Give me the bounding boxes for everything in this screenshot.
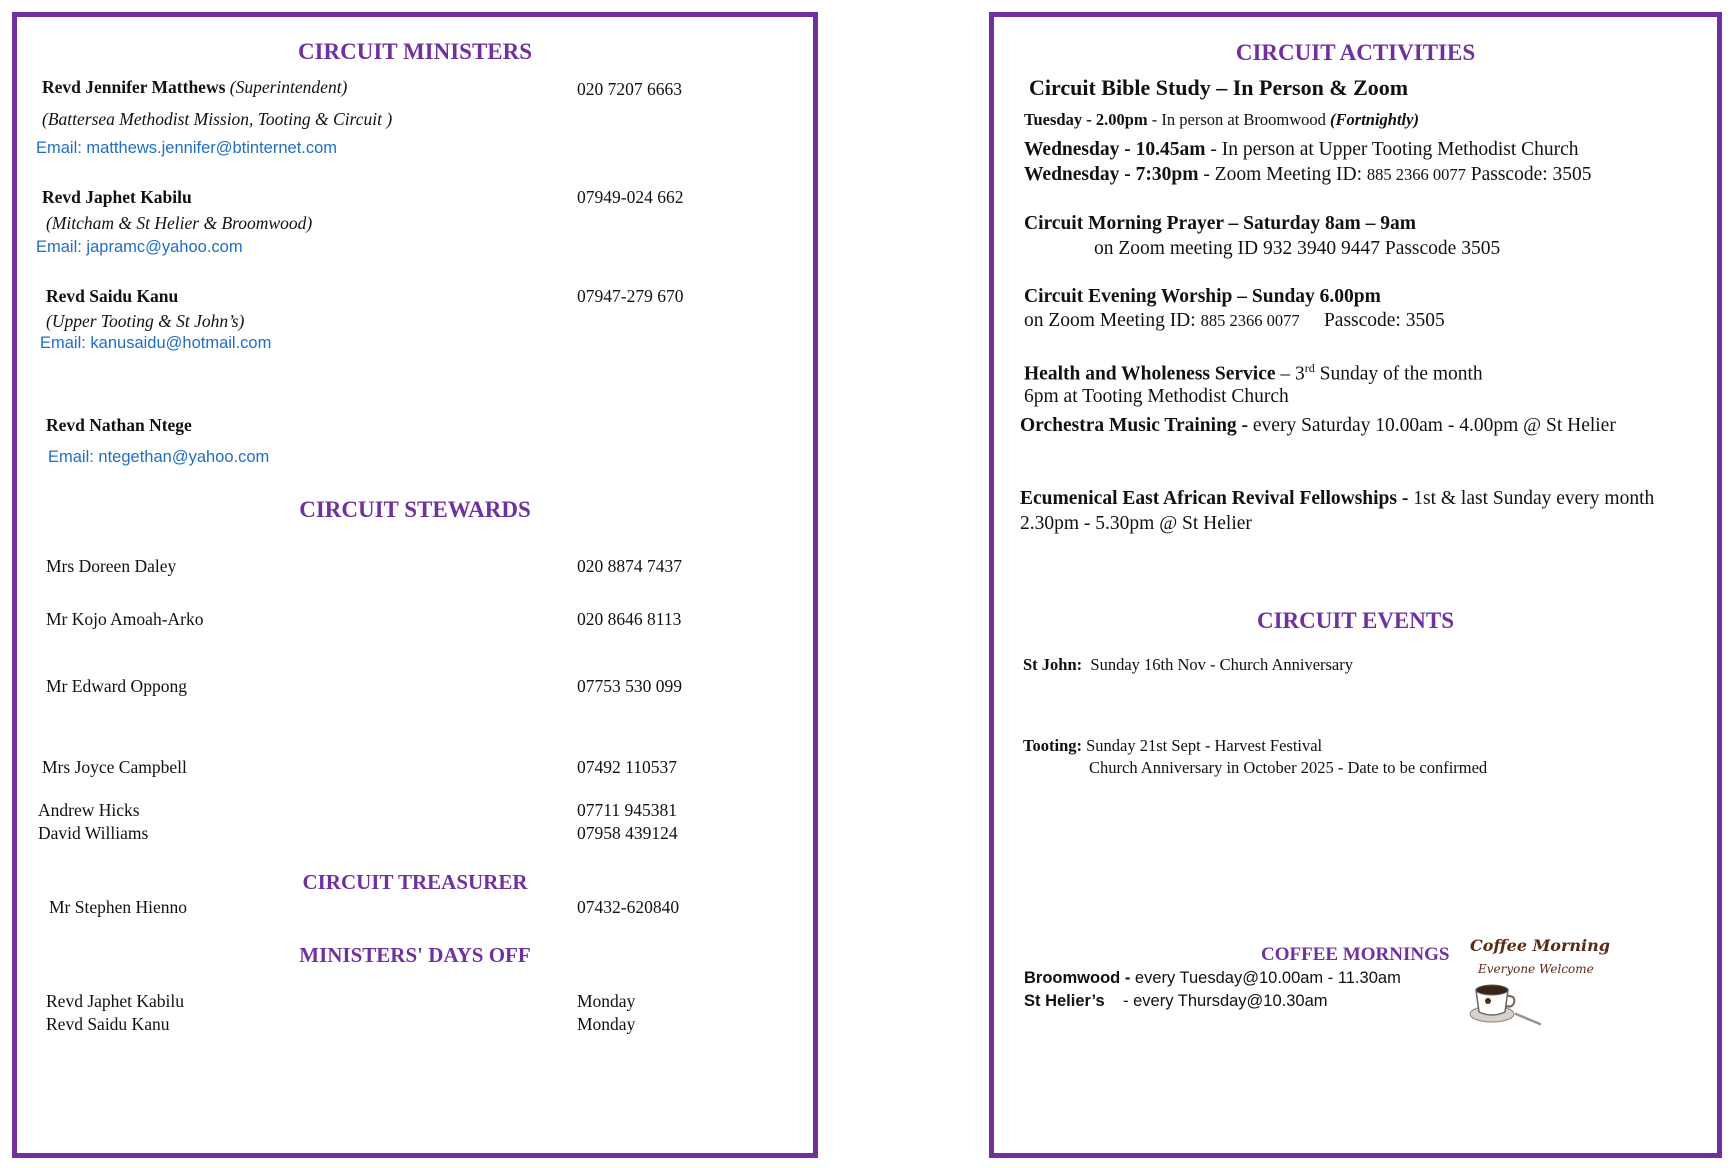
minister-1-name: Revd Jennifer Matthews (Superintendent)	[42, 77, 348, 97]
bible-tuesday: Tuesday - 2.00pm - In person at Broomwood (Fortnightly)	[1024, 110, 1419, 129]
event-st-john: St John: Sunday 16th Nov - Church Anniversary	[1023, 655, 1353, 674]
stewards-heading: CIRCUIT STEWARDS	[299, 497, 531, 522]
treasurer-name: Mr Stephen Hienno	[49, 897, 188, 917]
day-off-1-name: Revd Japhet Kabilu	[46, 991, 185, 1011]
steward-3-name: Mr Edward Oppong	[46, 676, 187, 696]
ecumenical-fellowship: Ecumenical East African Revival Fellowships - 1st & last Sunday every month	[1020, 488, 1655, 509]
coffee-logo-title: Coffee Morning	[1470, 936, 1610, 955]
coffee-st-helier: St Helier’s - every Thursday@10.30am	[1024, 992, 1328, 1010]
right-panel	[989, 12, 1722, 1158]
steward-1-phone: 020 8874 7437	[577, 556, 682, 576]
minister-2-churches: (Mitcham & St Helier & Broomwood)	[46, 213, 313, 233]
day-off-2-day: Monday	[577, 1014, 636, 1034]
event-tooting-anniversary: Church Anniversary in October 2025 - Date to be confirmed	[1089, 758, 1488, 777]
coffee-broomwood: Broomwood - every Tuesday@10.00am - 11.30am	[1024, 969, 1401, 987]
minister-4-email[interactable]: Email: ntegethan@yahoo.com	[48, 448, 270, 466]
minister-3-churches: (Upper Tooting & St John’s)	[46, 311, 245, 331]
steward-6-phone: 07958 439124	[577, 823, 678, 843]
steward-4-name: Mrs Joyce Campbell	[42, 757, 187, 777]
ministers-heading: CIRCUIT MINISTERS	[297, 39, 533, 64]
minister-1-phone: 020 7207 6663	[577, 79, 682, 99]
evening-worship-zoom: on Zoom Meeting ID: 885 2366 0077 Passcode: 3505	[1024, 310, 1445, 331]
day-off-1-day: Monday	[577, 991, 636, 1011]
ecumenical-fellowship-time: 2.30pm - 5.30pm @ St Helier	[1020, 513, 1252, 534]
steward-4-phone: 07492 110537	[577, 757, 677, 777]
events-heading: CIRCUIT EVENTS	[1256, 608, 1455, 633]
coffee-cup-icon	[1468, 974, 1548, 1026]
steward-5-phone: 07711 945381	[577, 800, 677, 820]
minister-3-email[interactable]: Email: kanusaidu@hotmail.com	[40, 334, 272, 352]
evening-worship-title: Circuit Evening Worship – Sunday 6.00pm	[1024, 286, 1381, 307]
minister-1-email[interactable]: Email: matthews.jennifer@btinternet.com	[36, 139, 338, 157]
treasurer-phone: 07432-620840	[577, 897, 680, 917]
activities-heading: CIRCUIT ACTIVITIES	[1235, 40, 1476, 65]
morning-prayer-title: Circuit Morning Prayer – Saturday 8am – 9am	[1024, 213, 1416, 234]
left-panel	[12, 12, 818, 1158]
steward-1-name: Mrs Doreen Daley	[46, 556, 177, 576]
day-off-2-name: Revd Saidu Kanu	[46, 1014, 170, 1034]
health-service: Health and Wholeness Service – 3rd Sunday of the month	[1024, 361, 1483, 385]
orchestra-training: Orchestra Music Training - every Saturday 10.00am - 4.00pm @ St Helier	[1020, 415, 1616, 436]
minister-4-name: Revd Nathan Ntege	[46, 415, 192, 435]
event-tooting: Tooting: Sunday 21st Sept - Harvest Festival	[1023, 736, 1323, 755]
treasurer-heading: CIRCUIT TREASURER	[302, 870, 528, 894]
coffee-heading: COFFEE MORNINGS	[1261, 944, 1450, 965]
steward-2-name: Mr Kojo Amoah-Arko	[46, 609, 204, 629]
steward-5-name: Andrew Hicks	[38, 800, 140, 820]
coffee-logo-subtitle: Everyone Welcome	[1478, 962, 1594, 976]
minister-2-phone: 07949-024 662	[577, 187, 684, 207]
minister-1-churches: (Battersea Methodist Mission, Tooting & Circuit )	[42, 109, 393, 129]
minister-3-name: Revd Saidu Kanu	[46, 286, 179, 306]
minister-2-email[interactable]: Email: japramc@yahoo.com	[36, 238, 243, 256]
bible-wednesday-pm: Wednesday - 7:30pm - Zoom Meeting ID: 885 2366 0077 Passcode: 3505	[1024, 164, 1592, 185]
minister-2-name: Revd Japhet Kabilu	[42, 187, 192, 207]
steward-2-phone: 020 8646 8113	[577, 609, 682, 629]
health-service-time: 6pm at Tooting Methodist Church	[1024, 386, 1289, 407]
bible-wednesday-am: Wednesday - 10.45am - In person at Upper Tooting Methodist Church	[1024, 139, 1579, 160]
steward-6-name: David Williams	[38, 823, 149, 843]
minister-3-phone: 07947-279 670	[577, 286, 684, 306]
days-off-heading: MINISTERS' DAYS OFF	[299, 943, 531, 967]
bible-study-title: Circuit Bible Study – In Person & Zoom	[1029, 75, 1409, 100]
coffee-morning-logo	[1464, 930, 1610, 1030]
steward-3-phone: 07753 530 099	[577, 676, 682, 696]
morning-prayer-zoom: on Zoom meeting ID 932 3940 9447 Passcode 3505	[1094, 238, 1501, 259]
